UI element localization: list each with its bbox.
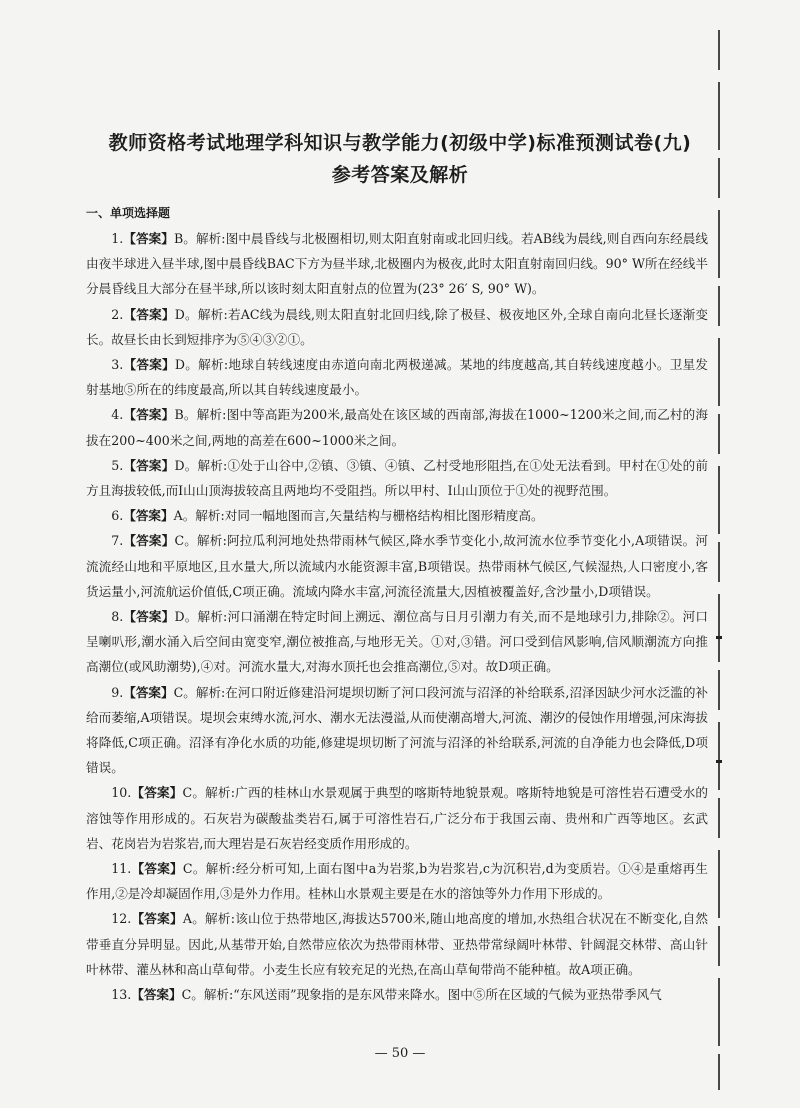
- answer-explanation: 。解析:河口涌潮在特定时间上溯远、潮位高与日月引潮力有关,而不是地球引力,排除②。河口呈喇叭形,潮水涌入后空间由宽变窄,潮位被推高,与地形无关。①对,③错。河口受到信风影响,信风顺潮流方向推高潮位(或风助潮势),④对。河流水量大,对海水顶托也会推高潮位,⑤对。故D项正确。: [86, 609, 709, 675]
- answer-tag: 【答案】: [123, 231, 174, 246]
- answer-number: 10.: [111, 785, 132, 801]
- answer-explanation: 。解析:图中等高距为200米,最高处在该区域的西南部,海拔在1000~1200米之间,而乙村的海拔在200~400米之间,两地的高差在600~1000米之间。: [86, 407, 708, 448]
- answer-number: 13.: [111, 987, 132, 1003]
- answer-explanation: 。解析:阿拉瓜利河地处热带雨林气候区,降水季节变化小,故河流水位季节变化小,A项错误。河流流经山地和平原地区,且水量大,所以流域内水能资源丰富,B项错误。热带雨林气候区,气候湿热,人口密度小,客货运量小,河流航运价值低,C项正确。流域内降水丰富,河流径流量大,因植被覆盖好,含沙量小,D项错误。: [86, 533, 708, 599]
- answer-explanation: 。解析:“东风送雨”现象指的是东风带来降水。图中⑤所在区域的气候为亚热带季风气: [191, 987, 662, 1003]
- answer-explanation: 。解析:该山位于热带地区,海拔达5700米,随山地高度的增加,水热组合状况在不断变化,自然带垂直分异明显。因此,从基带开始,自然带应依次为热带雨林带、亚热带常绿阔叶林带、针阔混交林带、高山针叶林带、灌丛林和高山草甸带。小麦生长应有较充足的光热,在高山草甸带尚不能种植。故A项正确。: [86, 911, 709, 977]
- binding-edge-line: [718, 30, 720, 1090]
- answer-tag: 【答案】: [123, 457, 175, 473]
- answer-letter: B: [173, 231, 184, 246]
- answer-explanation: 。解析:经分析可知,上面右图中a为岩浆,b为岩浆岩,c为沉积岩,d为变质岩。①④是重熔再生作用,②是冷却凝固作用,③是外力作用。桂林山水景观主要是在水的溶蚀等外力作用下形成的。: [86, 861, 708, 902]
- answer-tag: 【答案】: [131, 987, 182, 1003]
- answer-letter: B: [174, 407, 184, 423]
- answer-tag: 【答案】: [123, 609, 175, 625]
- answer-item: [86, 856, 708, 906]
- answer-item: [86, 453, 708, 503]
- answer-letter: A: [173, 508, 183, 524]
- answer-letter: C: [181, 987, 192, 1003]
- answer-number: 12.: [111, 911, 132, 927]
- answer-explanation: 。解析:在河口附近修建沿河堤坝切断了河口段河流与沼泽的补给联系,沼泽因缺少河水泛滥的补给而萎缩,A项错误。堤坝会束缚水流,河水、潮水无法漫溢,从而使潮高增大,河流、潮汐的侵蚀作用增强,河床海拔将降低,C项正确。沼泽有净化水质的功能,修建堤坝切断了河流与沼泽的补给联系,河流的自净能力也会降低,D项错误。: [86, 684, 709, 776]
- answer-tag: 【答案】: [131, 861, 183, 877]
- answer-number: 5.: [111, 457, 124, 473]
- answer-letter: D: [174, 457, 185, 473]
- answer-tag: 【答案】: [131, 911, 183, 927]
- answer-explanation: 。解析:①处于山谷中,②镇、③镇、④镇、乙村受地形阻挡,在①处无法看到。甲村在①处的前方且海拔较低,而Ⅰ山山顶海拔较高且两地均不受阻挡。所以甲村、Ⅰ山山顶位于①处的视野范围。: [86, 457, 709, 499]
- answer-item: [86, 402, 708, 452]
- answer-item: [86, 503, 708, 528]
- answer-letter: A: [182, 911, 192, 927]
- answer-item: [86, 604, 708, 680]
- answer-tag: 【答案】: [123, 684, 174, 700]
- answer-letter: C: [182, 785, 193, 801]
- answer-explanation: 。解析:地球自转线速度由赤道向南北两极递减。某地的纬度越高,其自转线速度越小。卫星发射基地⑤所在的纬度最高,所以其自转线速度最小。: [86, 357, 709, 398]
- answer-number: 7.: [111, 533, 124, 549]
- answer-number: 11.: [111, 861, 132, 877]
- page-title: 教师资格考试地理学科知识与教学能力(初级中学)标准预测试卷(九): [108, 132, 692, 154]
- answer-explanation: 。解析:若AC线为晨线,则太阳直射北回归线,除了极昼、极夜地区外,全球自南向北昼长逐渐变长。故昼长由长到短排序为⑤④③②①。: [86, 306, 709, 347]
- answer-number: 2.: [111, 306, 124, 322]
- answer-letter: D: [174, 306, 185, 322]
- answer-number: 6.: [111, 508, 124, 524]
- answer-item: [86, 226, 708, 302]
- answer-number: 9.: [111, 684, 124, 700]
- page-number: — 50 —: [374, 1046, 426, 1061]
- answer-list: [86, 226, 708, 1007]
- answer-explanation: 。解析:对同一幅地图而言,矢量结构与栅格结构相比图形精度高。: [182, 508, 544, 524]
- answer-number: 4.: [111, 407, 124, 423]
- answer-letter: D: [174, 609, 185, 625]
- answer-item: [86, 982, 708, 1007]
- answer-explanation: 。解析:图中晨昏线与北极圈相切,则太阳直射南或北回归线。若AB线为晨线,则自西向东经晨线由夜半球进入昼半球,图中晨昏线BAC下方为昼半球,北极圈内为极夜,此时太阳直射南回归线。90° W所在经线半分晨昏线且大部分在昼半球,所以该时刻太阳直射点的位置为(23° 26′ S, 90° W)。: [86, 231, 708, 297]
- answer-explanation: 。解析:广西的桂林山水景观属于典型的喀斯特地貌景观。喀斯特地貌是可溶性岩石遭受水的溶蚀等作用形成的。石灰岩为碳酸盐类岩石,属于可溶性岩石,广泛分布于我国云南、贵州和广西等地区。玄武岩、花岗岩为岩浆岩,而大理岩是石灰岩经变质作用形成的。: [86, 785, 708, 851]
- answer-tag: 【答案】: [123, 306, 175, 322]
- answer-letter: D: [174, 357, 186, 373]
- answer-tag: 【答案】: [123, 533, 175, 549]
- answer-number: 8.: [111, 609, 124, 625]
- answer-tag: 【答案】: [123, 357, 175, 373]
- answer-letter: C: [182, 861, 193, 877]
- answer-item: [86, 528, 708, 604]
- answer-item: [86, 302, 708, 352]
- binding-mark: [716, 636, 722, 639]
- answer-letter: C: [174, 533, 185, 549]
- answer-item: [86, 780, 708, 856]
- answer-tag: 【答案】: [123, 407, 175, 423]
- answer-tag: 【答案】: [123, 508, 174, 524]
- answer-letter: C: [173, 684, 184, 700]
- answer-number: 3.: [111, 357, 124, 373]
- section-heading: 一、单项选择题: [86, 206, 171, 220]
- answer-item: [86, 352, 708, 402]
- page-subtitle: 参考答案及解析: [331, 164, 469, 186]
- answer-tag: 【答案】: [131, 785, 183, 801]
- binding-mark: [716, 760, 722, 763]
- answer-item: [86, 906, 708, 982]
- answer-item: [86, 680, 708, 781]
- answer-number: 1.: [111, 231, 124, 246]
